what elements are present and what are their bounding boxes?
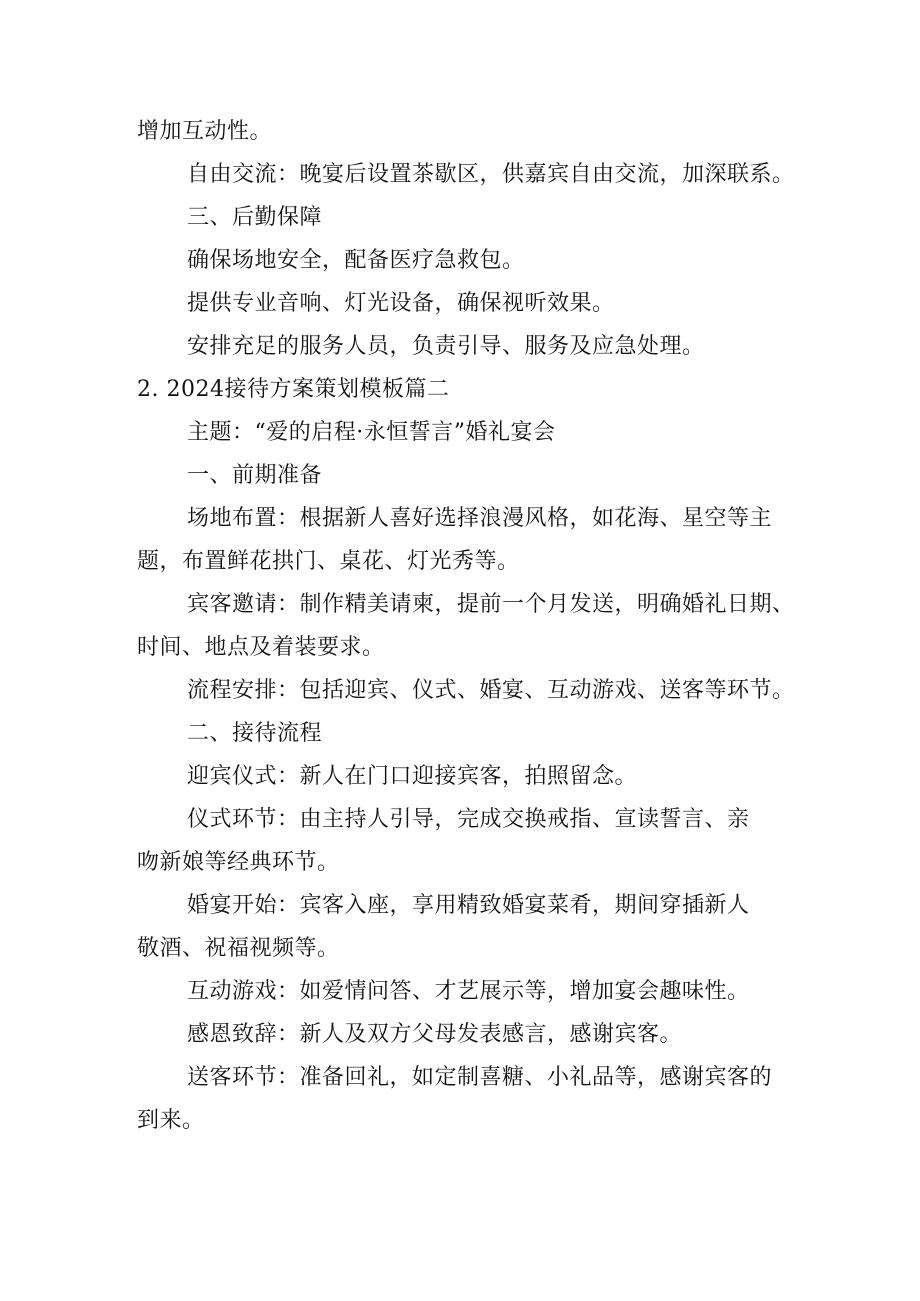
text-line: 安排充足的服务人员，负责引导、服务及应急处理。 <box>187 334 705 359</box>
text-line: 提供专业音响、灯光设备，确保视听效果。 <box>187 291 615 316</box>
text-line: 时间、地点及着装要求。 <box>137 635 385 660</box>
text-line: 互动游戏：如爱情问答、才艺展示等，增加宴会趣味性。 <box>187 979 750 1004</box>
text-line: 场地布置：根据新人喜好选择浪漫风格，如花海、星空等主 <box>187 506 773 531</box>
section-heading: 三、后勤保障 <box>187 205 323 230</box>
section-heading: 一、前期准备 <box>187 463 323 488</box>
text-line: 增加互动性。 <box>137 119 273 144</box>
text-line: 敬酒、祝福视频等。 <box>137 936 340 961</box>
text-line: 仪式环节：由主持人引导，完成交换戒指、宣读誓言、亲 <box>187 807 750 832</box>
theme-line: 主题：“爱的启程·永恒誓言”婚礼宴会 <box>187 420 556 445</box>
text-line: 题，布置鲜花拱门、桌花、灯光秀等。 <box>137 549 520 574</box>
chapter-heading: 2. 2024接待方案策划模板篇二 <box>137 377 450 402</box>
section-heading: 二、接待流程 <box>187 721 323 746</box>
text-line: 宾客邀请：制作精美请柬，提前一个月发送，明确婚礼日期、 <box>187 592 795 617</box>
text-line: 迎宾仪式：新人在门口迎接宾客，拍照留念。 <box>187 764 638 789</box>
text-line: 确保场地安全，配备医疗急救包。 <box>187 248 525 273</box>
text-line: 吻新娘等经典环节。 <box>137 850 340 875</box>
text-line: 感恩致辞：新人及双方父母发表感言，感谢宾客。 <box>187 1022 683 1047</box>
text-line: 婚宴开始：宾客入座，享用精致婚宴菜肴，期间穿插新人 <box>187 893 750 918</box>
text-line: 自由交流：晚宴后设置茶歇区，供嘉宾自由交流，加深联系。 <box>187 162 795 187</box>
text-line: 流程安排：包括迎宾、仪式、婚宴、互动游戏、送客等环节。 <box>187 678 795 703</box>
text-line: 送客环节：准备回礼，如定制喜糖、小礼品等，感谢宾客的 <box>187 1065 773 1090</box>
text-line: 到来。 <box>137 1108 205 1133</box>
